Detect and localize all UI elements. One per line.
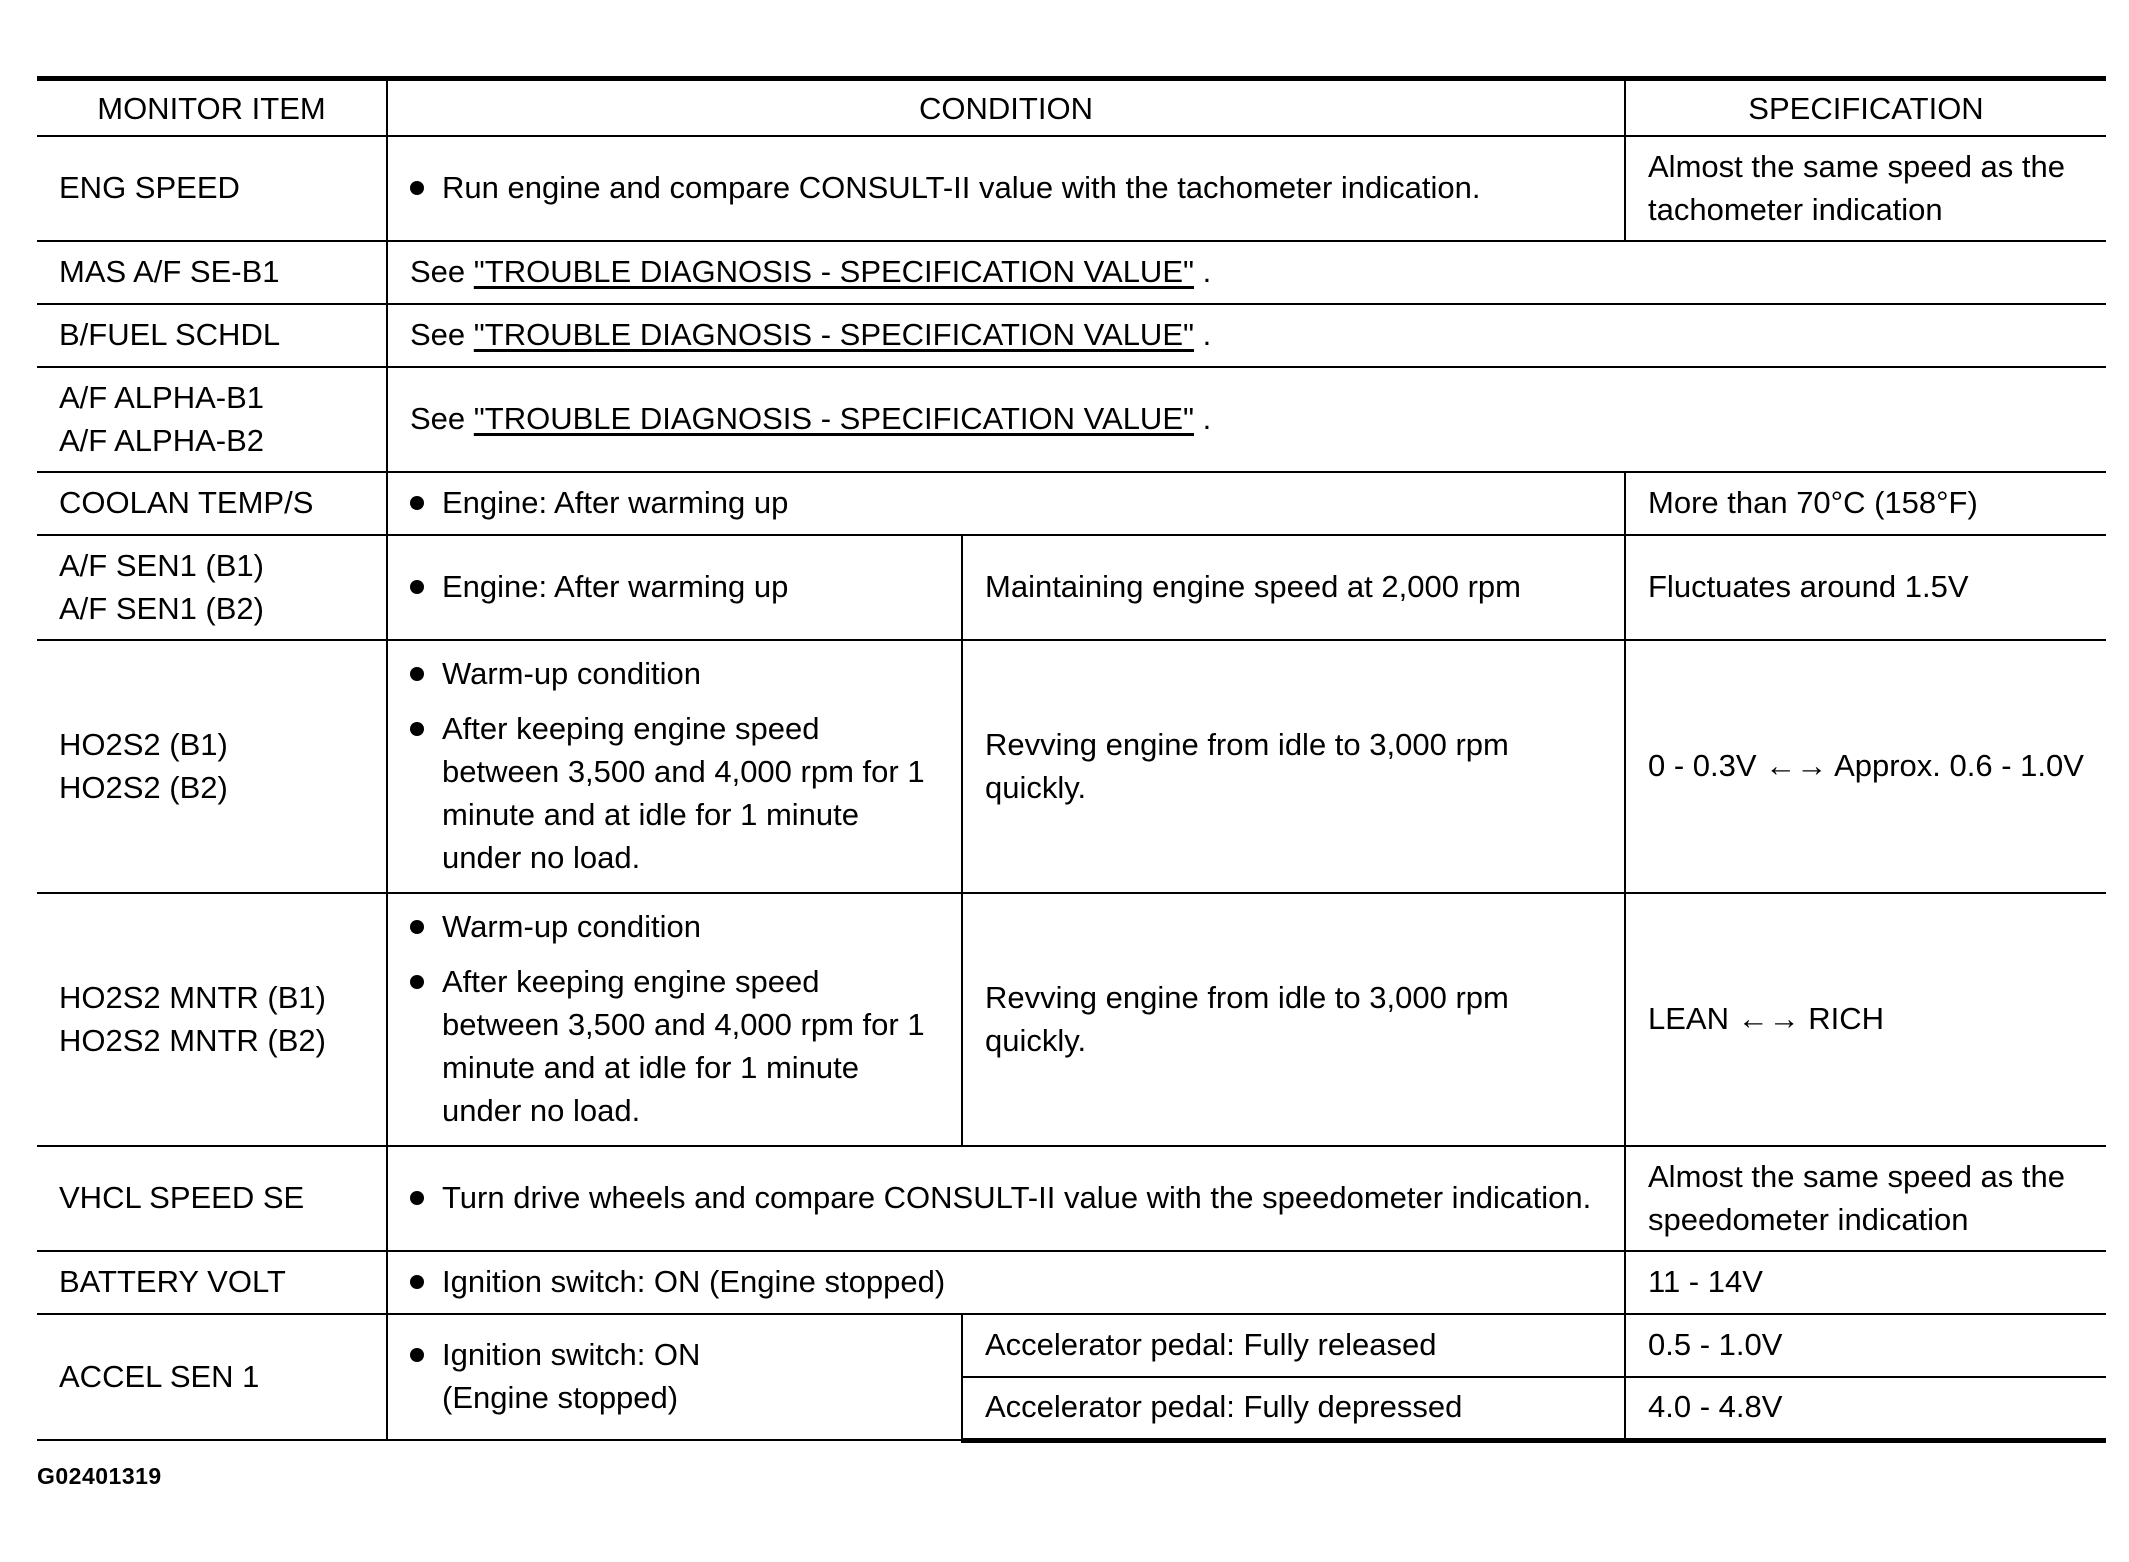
monitor-item-line: HO2S2 (B1): [59, 726, 228, 762]
bullet-dot-icon: [410, 1333, 442, 1376]
see-text: See: [410, 317, 466, 352]
monitor-item-line: A/F SEN1 (B1): [59, 547, 264, 583]
specification-cell: More than 70°C (158°F): [1625, 472, 2106, 535]
condition-line: Ignition switch: ON: [442, 1337, 701, 1372]
specification-cell: Fluctuates around 1.5V: [1625, 535, 2106, 640]
table-row-af-sen1: [37, 535, 2106, 640]
condition-cell: [387, 893, 962, 1146]
header-condition: CONDITION: [387, 79, 1625, 137]
header-specification: SPECIFICATION: [1625, 79, 2106, 137]
condition-bullet: After keeping engine speed between 3,500 and 4,000 rpm for 1 minute and at idle for 1 minute under no load.: [410, 707, 939, 879]
monitor-item-line: HO2S2 MNTR (B2): [59, 1022, 326, 1058]
monitor-item-cell: [37, 367, 387, 472]
monitor-item-line: A/F ALPHA-B1: [59, 379, 265, 415]
specification-cell: LEAN ←→ RICH: [1625, 893, 2106, 1146]
condition-bullet: Engine: After warming up: [410, 481, 1602, 524]
period-text: .: [1202, 401, 1212, 436]
table-row-eng-speed: [37, 136, 2106, 241]
condition-line: (Engine stopped): [442, 1380, 679, 1415]
see-reference-cell: [387, 304, 2106, 367]
sub-condition-cell: Revving engine from idle to 3,000 rpm quickly.: [962, 640, 1625, 893]
specification-cell: Almost the same speed as the tachometer indication: [1625, 136, 2106, 241]
bullet-dot-icon: [410, 707, 442, 750]
monitor-item-line: HO2S2 MNTR (B1): [59, 979, 326, 1015]
monitor-item-cell: B/FUEL SCHDL: [37, 304, 387, 367]
period-text: .: [1202, 317, 1212, 352]
condition-cell: [387, 136, 1625, 241]
condition-bullet: Warm-up condition: [410, 905, 939, 948]
monitor-item-cell: [37, 640, 387, 893]
monitor-item-cell: ACCEL SEN 1: [37, 1314, 387, 1440]
monitor-item-cell: [37, 535, 387, 640]
see-reference-cell: [387, 367, 2106, 472]
monitor-item-line: A/F ALPHA-B2: [59, 422, 265, 458]
condition-cell: [387, 1251, 1625, 1314]
specification-cell: Almost the same speed as the speedometer indication: [1625, 1146, 2106, 1251]
specification-cell: 0 - 0.3V ←→ Approx. 0.6 - 1.0V: [1625, 640, 2106, 893]
specification-cell: 11 - 14V: [1625, 1251, 2106, 1314]
condition-cell: [387, 640, 962, 893]
sub-condition-cell: Revving engine from idle to 3,000 rpm quickly.: [962, 893, 1625, 1146]
bullet-dot-icon: [410, 905, 442, 948]
table-row-vhcl-speed: [37, 1146, 2106, 1251]
condition-bullet: Warm-up condition: [410, 652, 939, 695]
monitor-item-cell: VHCL SPEED SE: [37, 1146, 387, 1251]
trouble-diagnosis-link[interactable]: "TROUBLE DIAGNOSIS - SPECIFICATION VALUE": [473, 401, 1195, 436]
figure-code: G02401319: [37, 1463, 162, 1489]
table-row-ho2s2: [37, 640, 2106, 893]
condition-cell: [387, 1146, 1625, 1251]
table-row-coolan-temp: [37, 472, 2106, 535]
period-text: .: [1202, 254, 1212, 289]
sub-condition-cell: Accelerator pedal: Fully released: [962, 1314, 1625, 1377]
condition-bullet: Run engine and compare CONSULT-II value with the tachometer indication.: [410, 166, 1602, 209]
see-reference-cell: [387, 241, 2106, 304]
see-text: See: [410, 401, 466, 436]
specification-cell: 0.5 - 1.0V: [1625, 1314, 2106, 1377]
monitor-spec-table-container: [37, 76, 2106, 1443]
sub-condition-cell: Maintaining engine speed at 2,000 rpm: [962, 535, 1625, 640]
sub-condition-cell: Accelerator pedal: Fully depressed: [962, 1377, 1625, 1440]
monitor-item-line: A/F SEN1 (B2): [59, 590, 264, 626]
monitor-item-line: HO2S2 (B2): [59, 769, 228, 805]
table-row-mas-af-se-b1: [37, 241, 2106, 304]
monitor-item-cell: COOLAN TEMP/S: [37, 472, 387, 535]
bullet-dot-icon: [410, 960, 442, 1003]
bullet-dot-icon: [410, 166, 442, 209]
trouble-diagnosis-link[interactable]: "TROUBLE DIAGNOSIS - SPECIFICATION VALUE": [473, 254, 1195, 289]
condition-bullet: Ignition switch: ON (Engine stopped): [410, 1260, 1602, 1303]
monitor-item-cell: BATTERY VOLT: [37, 1251, 387, 1314]
monitor-spec-table: [37, 76, 2106, 1443]
monitor-item-cell: ENG SPEED: [37, 136, 387, 241]
condition-cell: [387, 1314, 962, 1440]
table-header-row: [37, 79, 2106, 137]
bullet-dot-icon: [410, 565, 442, 608]
bullet-dot-icon: [410, 1176, 442, 1219]
table-row-af-alpha: [37, 367, 2106, 472]
header-monitor-item: MONITOR ITEM: [37, 79, 387, 137]
table-row-ho2s2-mntr: [37, 893, 2106, 1146]
table-row-accel-sen1: [37, 1314, 2106, 1377]
condition-bullet: Turn drive wheels and compare CONSULT-II value with the speedometer indication.: [410, 1176, 1602, 1219]
bullet-dot-icon: [410, 652, 442, 695]
condition-cell: [387, 472, 1625, 535]
see-text: See: [410, 254, 466, 289]
monitor-item-cell: MAS A/F SE-B1: [37, 241, 387, 304]
condition-bullet: Engine: After warming up: [410, 565, 939, 608]
condition-bullet: After keeping engine speed between 3,500 and 4,000 rpm for 1 minute and at idle for 1 minute under no load.: [410, 960, 939, 1132]
condition-bullet: [410, 1333, 939, 1419]
condition-cell: [387, 535, 962, 640]
specification-cell: 4.0 - 4.8V: [1625, 1377, 2106, 1440]
monitor-item-cell: [37, 893, 387, 1146]
trouble-diagnosis-link[interactable]: "TROUBLE DIAGNOSIS - SPECIFICATION VALUE": [473, 317, 1195, 352]
table-row-battery-volt: [37, 1251, 2106, 1314]
bullet-dot-icon: [410, 1260, 442, 1303]
table-row-b-fuel-schdl: [37, 304, 2106, 367]
bullet-dot-icon: [410, 481, 442, 524]
